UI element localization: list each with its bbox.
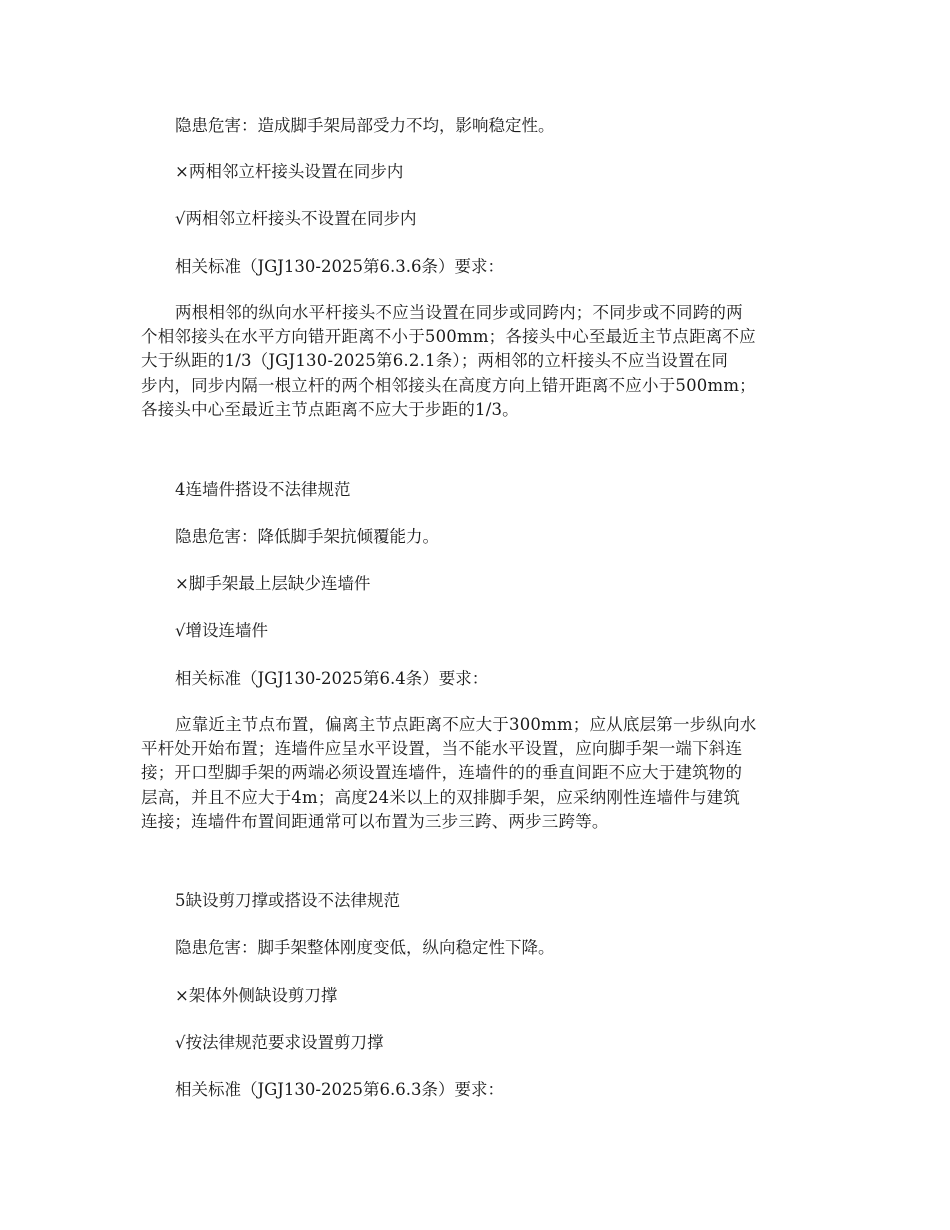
requirement-paragraph	[141, 713, 821, 834]
paragraph-line: 连接；连墙件布置间距通常可以布置为三步三跨、两步三跨等。	[141, 811, 609, 831]
section-heading: 5缺设剪刀撑或搭设不法律规范	[175, 891, 400, 910]
wrong-example-line: ×脚手架最上层缺少连墙件	[175, 574, 371, 593]
paragraph-line: 步内，同步内隔一根立杆的两个相邻接头在高度方向上错开距离不应小于500mm；	[141, 375, 756, 395]
paragraph-line: 两根相邻的纵向水平杆接头不应当设置在同步或同跨内；不同步或不同跨的两	[175, 303, 743, 322]
correct-example-line: √两相邻立杆接头不设置在同步内	[175, 209, 417, 228]
paragraph-line: 大于纵距的1/3（JGJ130-2025第6.2.1条）；两相邻的立杆接头不应当设置在同	[141, 351, 729, 371]
paragraph-line: 层高，并且不应大于4m；高度24米以上的双排脚手架，应采纳刚性连墙件与建筑	[141, 787, 741, 807]
hazard-paragraph: 隐患危害：造成脚手架局部受力不均，影响稳定性。	[175, 116, 555, 135]
wrong-example-line: ×两相邻立杆接头设置在同步内	[175, 162, 404, 181]
paragraph-line: 应靠近主节点布置，偏离主节点距离不应大于300mm；应从底层第一步纵向水	[175, 715, 757, 734]
standard-reference: 相关标准（JGJ130-2025第6.6.3条）要求：	[175, 1080, 504, 1099]
correct-example-line: √增设连墙件	[175, 621, 269, 640]
correct-example-line: √按法律规范要求设置剪刀撑	[175, 1033, 384, 1052]
paragraph-line: 各接头中心至最近主节点距离不应大于步距的1/3。	[141, 399, 519, 419]
requirement-paragraph	[141, 301, 821, 422]
hazard-paragraph: 隐患危害：脚手架整体刚度变低，纵向稳定性下降。	[175, 938, 555, 957]
paragraph-line: 接；开口型脚手架的两端必须设置连墙件，连墙件的的垂直间距不应大于建筑物的	[141, 763, 743, 783]
standard-reference: 相关标准（JGJ130-2025第6.3.6条）要求：	[175, 257, 504, 276]
paragraph-line: 平杆处开始布置；连墙件应呈水平设置，当不能水平设置，应向脚手架一端下斜连	[141, 739, 743, 759]
paragraph-line: 个相邻接头在水平方向错开距离不小于500mm；各接头中心至最近主节点距离不应	[141, 327, 756, 347]
section-heading: 4连墙件搭设不法律规范	[175, 480, 351, 499]
standard-reference: 相关标准（JGJ130-2025第6.4条）要求：	[175, 669, 489, 688]
hazard-paragraph: 隐患危害：降低脚手架抗倾覆能力。	[175, 527, 439, 546]
wrong-example-line: ×架体外侧缺设剪刀撑	[175, 986, 338, 1005]
